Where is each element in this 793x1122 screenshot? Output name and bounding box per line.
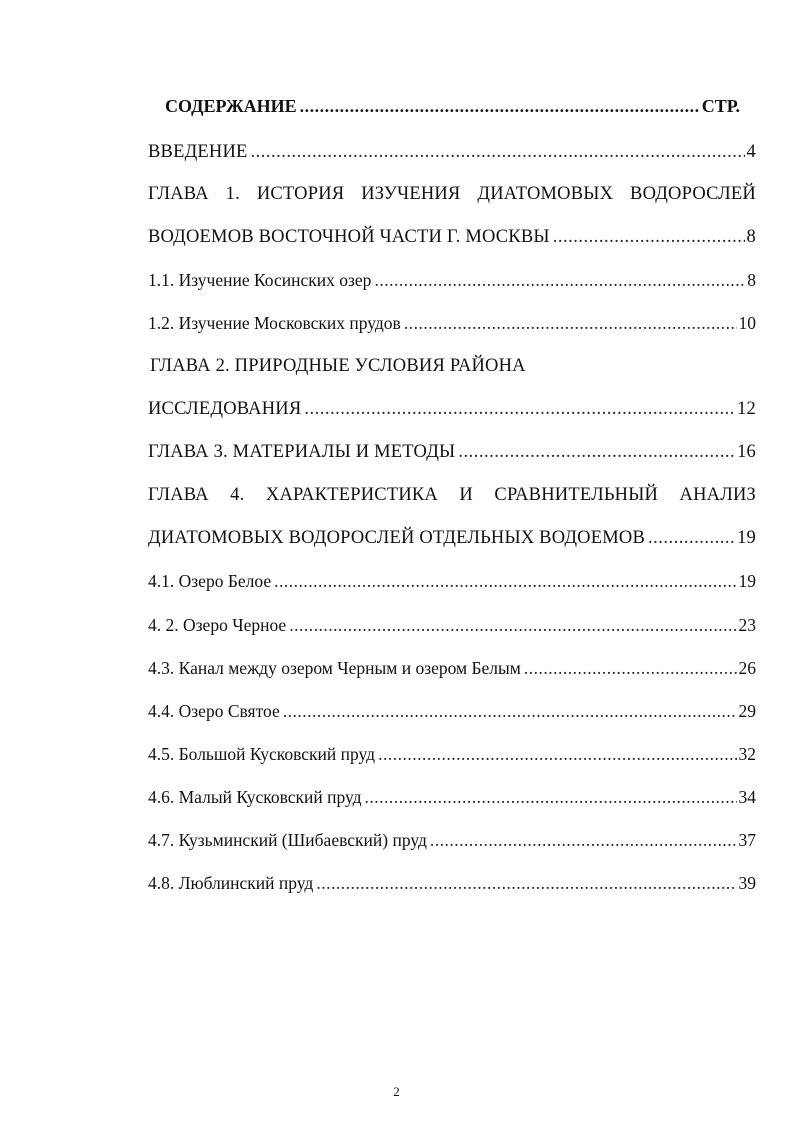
toc-entry-chapter-1-line1[interactable]: ГЛАВА 1. ИСТОРИЯ ИЗУЧЕНИЯ ДИАТОМОВЫХ ВОДОРОСЛЕЙ (148, 184, 756, 204)
toc-entry-chapter-4-line1[interactable]: ГЛАВА 4. ХАРАКТЕРИСТИКА И СРАВНИТЕЛЬНЫЙ АНАЛИЗ (148, 485, 756, 505)
toc-heading (165, 95, 740, 117)
page-column-label: СТР. (701, 96, 740, 116)
toc-entry-chapter-4-line2[interactable]: ДИАТОМОВЫХ ВОДОРОСЛЕЙ ОТДЕЛЬНЫХ ВОДОЕМОВ ..... 19 (148, 527, 756, 549)
toc-entry[interactable]: 4.8. Люблинский пруд ..... 39 (148, 872, 756, 894)
toc-entry[interactable]: 4.1. Озеро Белое ..... 19 (148, 570, 756, 592)
page-number: 2 (393, 1084, 400, 1099)
toc-entry[interactable]: 1.1. Изучение Косинских озер ..... 8 (148, 269, 756, 291)
toc-entry[interactable]: 1.2. Изучение Московских прудов ..... 10 (148, 312, 756, 334)
toc-entry-chapter-2-line1[interactable]: ГЛАВА 2. ПРИРОДНЫЕ УСЛОВИЯ РАЙОНА (150, 356, 526, 376)
toc-entry[interactable]: ВВЕДЕНИЕ ..... 4 (148, 141, 756, 163)
toc-entry-chapter-2-line2[interactable]: ИССЛЕДОВАНИЯ ..... 12 (148, 398, 756, 420)
toc-entry[interactable]: 4.7. Кузьминский (Шибаевский) пруд ..... 37 (148, 829, 756, 851)
toc-entry[interactable]: 4.3. Канал между озером Черным и озером Белым ..... 26 (148, 657, 756, 679)
leader-dots (300, 95, 700, 117)
toc-title: СОДЕРЖАНИЕ (165, 96, 297, 116)
toc-entry[interactable]: 4.4. Озеро Святое ..... 29 (148, 700, 756, 722)
toc-entry[interactable]: 4. 2. Озеро Черное ..... 23 (148, 614, 756, 636)
toc-entry-chapter-1-line2[interactable]: ВОДОЕМОВ ВОСТОЧНОЙ ЧАСТИ Г. МОСКВЫ ..... 8 (148, 226, 756, 248)
toc-entry-chapter-3[interactable]: ГЛАВА 3. МАТЕРИАЛЫ И МЕТОДЫ ..... 16 (148, 441, 756, 463)
toc-entry[interactable]: 4.6. Малый Кусковский пруд ..... 34 (148, 786, 756, 808)
toc-entry[interactable]: 4.5. Большой Кусковский пруд ..... 32 (148, 743, 756, 765)
